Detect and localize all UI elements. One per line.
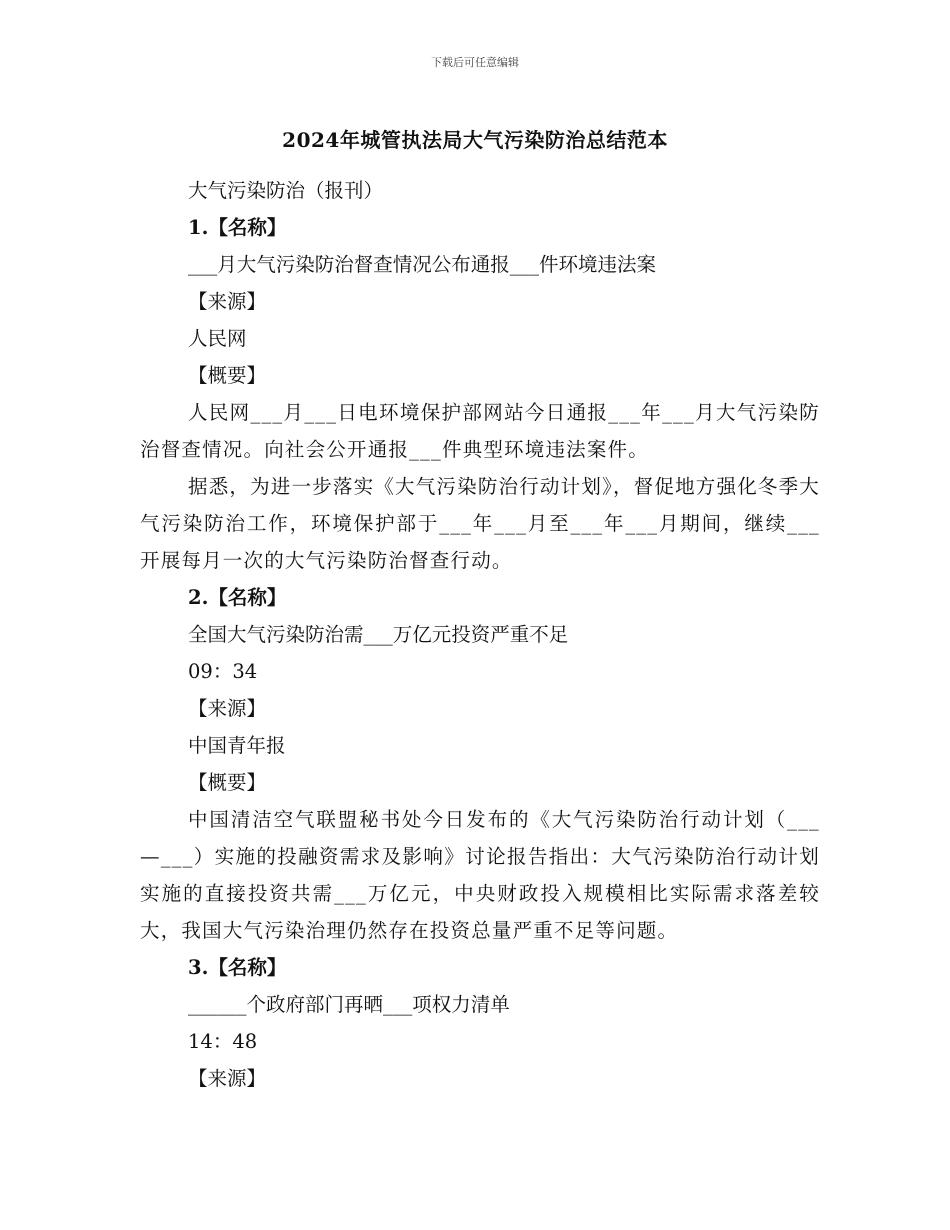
item-name: 全国大气污染防治需___万亿元投资严重不足 <box>188 623 569 646</box>
intro-line: 大气污染防治（报刊） <box>188 179 384 202</box>
item-name: ___月大气污染防治督查情况公布通报___件环境违法案 <box>188 253 657 276</box>
document-title: 2024年城管执法局大气污染防治总结范本 <box>282 128 668 152</box>
item-time: 09：34 <box>188 660 258 683</box>
summary-label: 【概要】 <box>188 771 267 794</box>
source-label: 【来源】 <box>188 290 267 313</box>
item-heading: 1.【名称】 <box>188 216 287 239</box>
summary-label: 【概要】 <box>188 364 267 387</box>
source-label: 【来源】 <box>188 697 267 720</box>
source-value: 人民网 <box>188 327 247 350</box>
item-name: ______个政府部门再晒___项权力清单 <box>188 993 510 1016</box>
page-header-note: 下载后可任意编辑 <box>431 56 519 69</box>
source-value: 中国青年报 <box>188 734 286 757</box>
item-time: 14：48 <box>188 1030 258 1053</box>
summary-paragraph: 中国清洁空气联盟秘书处今日发布的《大气污染防治行动计划（___—___）实施的投融资需求及影响》讨论报告指出：大气污染防治行动计划实施的直接投资共需___万亿元，中央财政投入规模相比实际需求落差较大，我国大气污染治理仍然存在投资总量严重不足等问题。 <box>140 808 820 942</box>
document-body <box>140 172 820 1097</box>
source-label: 【来源】 <box>188 1067 267 1090</box>
summary-paragraph: 据悉，为进一步落实《大气污染防治行动计划》，督促地方强化冬季大气污染防治工作，环境保护部于___年___月至___年___月期间，继续___开展每月一次的大气污染防治督查行动。 <box>140 475 820 572</box>
item-heading: 2.【名称】 <box>188 586 287 609</box>
item-heading: 3.【名称】 <box>188 956 287 979</box>
summary-paragraph: 人民网___月___日电环境保护部网站今日通报___年___月大气污染防治督查情况。向社会公开通报___件典型环境违法案件。 <box>140 401 820 461</box>
